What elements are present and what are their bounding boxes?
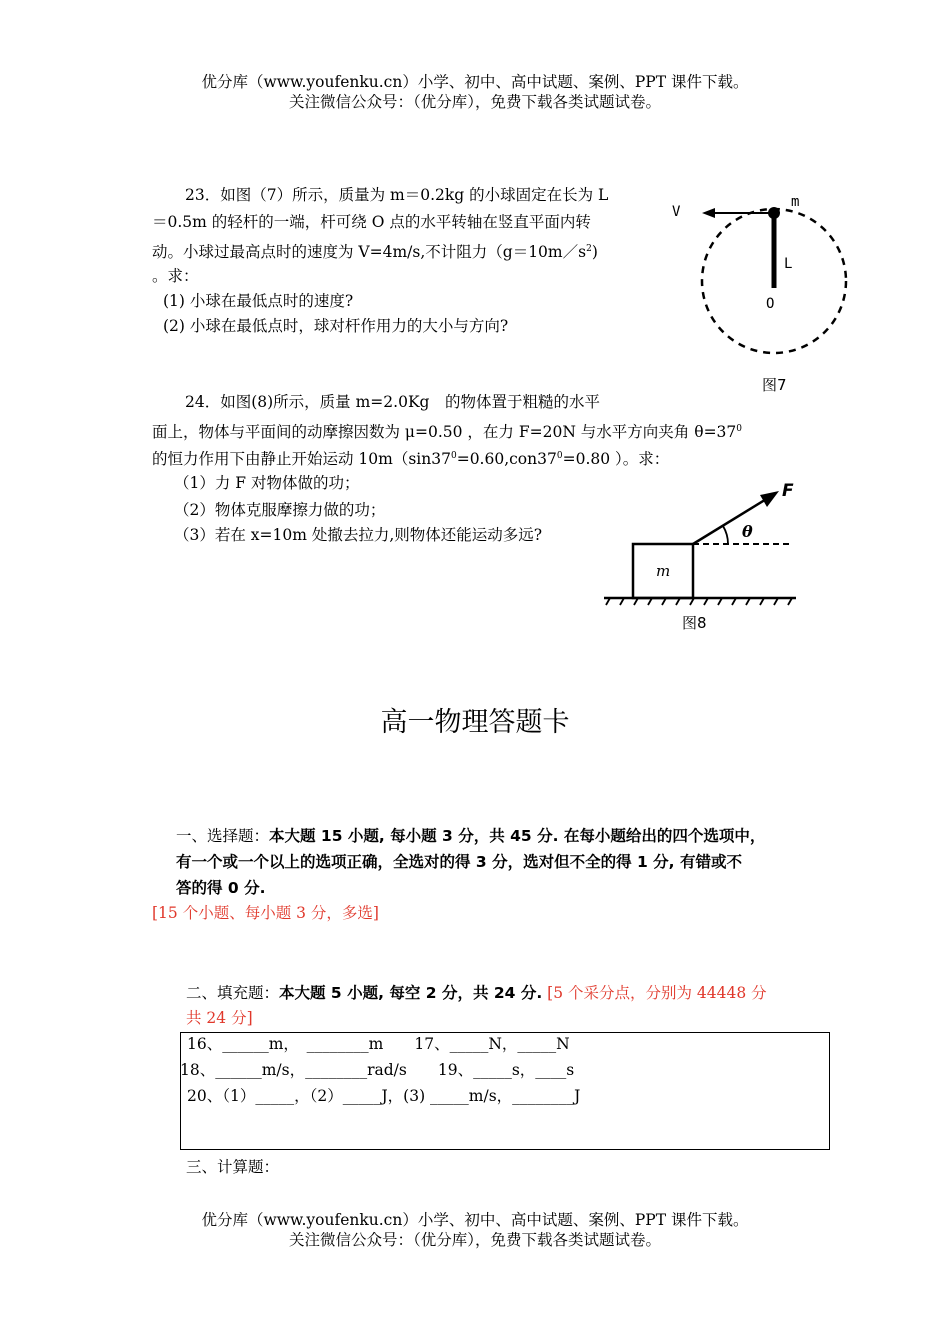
figure-7 [660, 185, 860, 400]
q23-line-4: 。求： [152, 267, 199, 285]
q23-line-3: 动。小球过最高点时的速度为 V=4m/s,不计阻力$(g=10m/s^2)$ [152, 243, 598, 261]
q23-sub-2: (2) 小球在最低点时，球对杆作用力的大小与方向? [163, 317, 509, 335]
section1-line-1: 一、选择题：本大题 15 小题, 每小题 3 分，共 45 分. 在每小题给出的四个选项中， [176, 827, 766, 845]
ball [768, 207, 780, 219]
footer-line-1: 优分库（www.youfenku.cn）小学、初中、高中试题、案例、PPT 课件下载。 [201, 1211, 749, 1229]
velocity-arrowhead [702, 208, 715, 218]
m-label: m [791, 194, 800, 210]
angle-arc [723, 526, 728, 544]
block-m-label: m [656, 562, 671, 580]
q23-line-2: ＝0.5m 的轻杆的一端，杆可绕 O 点的水平转轴在竖直平面内转 [152, 213, 591, 231]
section1-line-2: 有一个或一个以上的选项正确，全选对的得 3 分，选对但不全的得 1 分, 有错或不 [176, 853, 742, 871]
fill-row-18-19[interactable]: 18、______m/s，________rad/s 19、_____s，____s [180, 1061, 575, 1079]
section3-heading: 三、计算题： [186, 1158, 280, 1176]
section1-note: [15 个小题、每小题 3 分，多选] [152, 904, 379, 922]
figure-8 [600, 478, 800, 638]
v-label: V [672, 204, 681, 220]
fig7-caption: 图7 [762, 376, 787, 394]
fill-row-16-17[interactable]: 16、______m， ________m 17、_____N，_____N [187, 1035, 570, 1053]
footer-line-2: 关注微信公众号：（优分库），免费下载各类试题试卷。 [288, 1231, 661, 1249]
q24-sub-3: （3）若在 x=10m 处撤去拉力,则物体还能运动多远? [174, 526, 543, 544]
fill-row-20[interactable]: 20、（1）_____，（2）_____J，(3) _____m/s，________J [187, 1087, 581, 1105]
force-arrowhead [760, 491, 779, 507]
fig8-caption: 图8 [682, 614, 707, 632]
header-line-2: 关注微信公众号：（优分库），免费下载各类试题试卷。 [288, 93, 661, 111]
theta-label: θ [742, 522, 753, 541]
q24-sub-1: （1）力 F 对物体做的功； [174, 474, 360, 492]
q23-line-1: 23．如图（7）所示，质量为 m＝0.2kg 的小球固定在长为 L [185, 186, 609, 204]
answer-card-title: 高一物理答题卡 [380, 707, 570, 738]
q24-sub-2: （2）物体克服摩擦力做的功； [174, 501, 386, 519]
header-line-1: 优分库（www.youfenku.cn）小学、初中、高中试题、案例、PPT 课件下载。 [201, 73, 749, 91]
section2-line-1: 二、填充题：本大题 5 小题, 每空 2 分，共 24 分. [5 个采分点，分别为 44448 分 [186, 984, 767, 1002]
section1-line-3: 答的得 0 分. [176, 879, 266, 897]
f-label: F [782, 481, 794, 501]
force-arrow [693, 498, 768, 544]
q24-line-3: 的恒力作用下由静止开始运动 $10m(\sin 37^0=0.60,con37^0=0.80$ ）。求： [152, 450, 670, 468]
section2-note-line-2: 共 24 分] [186, 1009, 253, 1027]
o-label: O [766, 296, 775, 312]
q24-line-2: 面上，物体与平面间的动摩擦因数为 μ=0.50 ，在力 F=20N 与水平方向夹角 $\theta=37^0$ [152, 423, 743, 441]
q23-sub-1: (1) 小球在最低点时的速度? [163, 292, 354, 310]
l-label: L [784, 256, 793, 272]
q24-line-1: 24．如图(8)所示，质量 m=2.0Kg 的物体置于粗糙的水平 [185, 393, 600, 411]
